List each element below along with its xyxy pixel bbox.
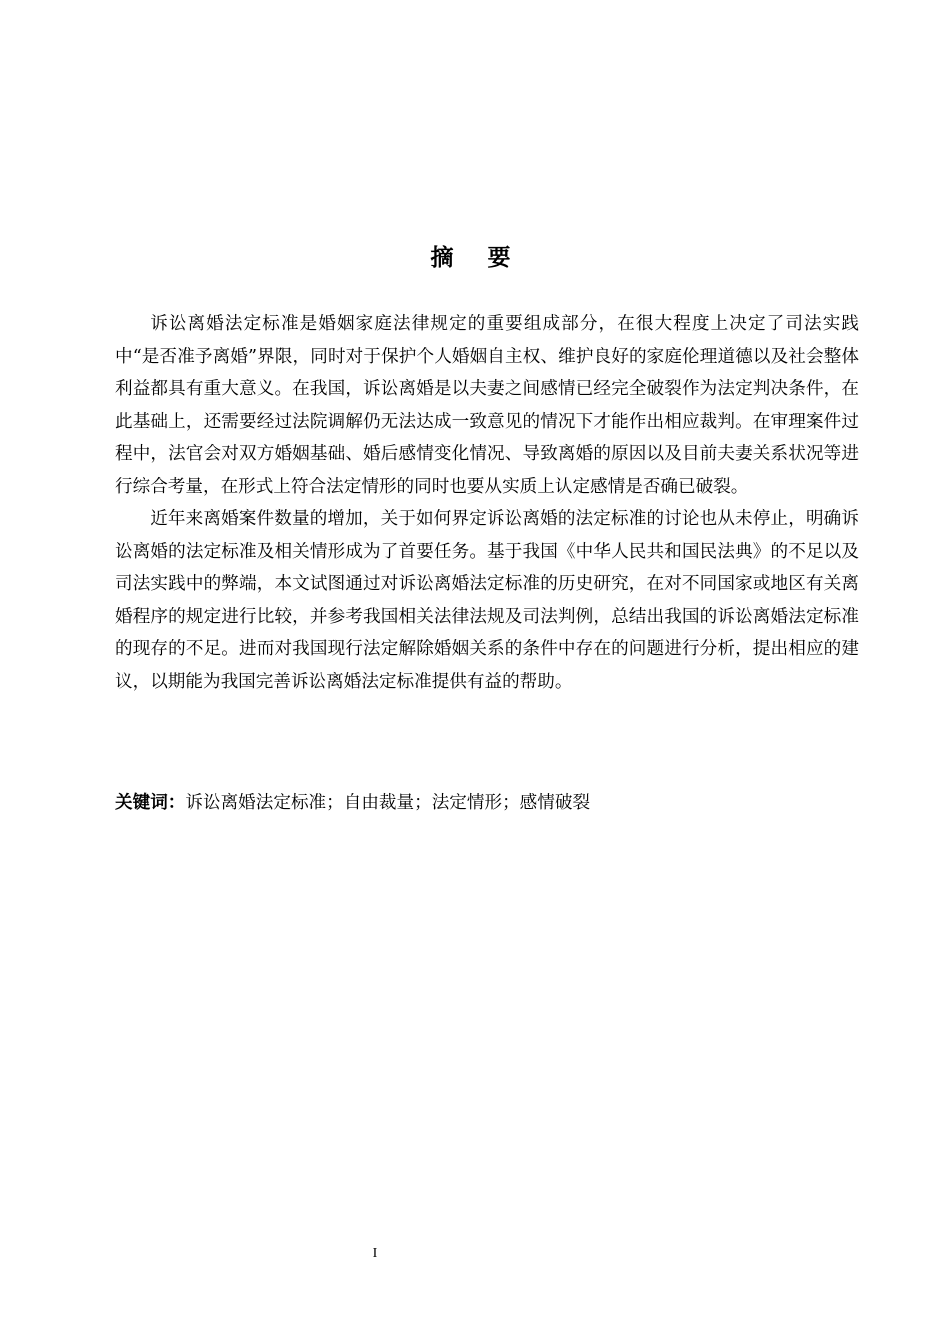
keywords-line: [115, 788, 859, 818]
abstract-title: 摘要: [430, 245, 545, 271]
abstract-paragraph-2: 近年来离婚案件数量的增加，关于如何界定诉讼离婚的法定标准的讨论也从未停止，明确诉讼离婚的法定标准及相关情形成为了首要任务。基于我国《中华人民共和国民法典》的不足以及司法实践中的弊端，本文试图通过对诉讼离婚法定标准的历史研究，在对不同国家或地区有关离婚程序的规定进行比较，并参考我国相关法律法规及司法判例，总结出我国的诉讼离婚法定标准的现存的不足。进而对我国现行法定解除婚姻关系的条件中存在的问题进行分析，提出相应的建议，以期能为我国完善诉讼离婚法定标准提供有益的帮助。: [115, 509, 859, 692]
abstract-paragraph-1: 诉讼离婚法定标准是婚姻家庭法律规定的重要组成部分，在很大程度上决定了司法实践中“是否准予离婚”界限，同时对于保护个人婚姻自主权、维护良好的家庭伦理道德以及社会整体利益都具有重大意义。在我国，诉讼离婚是以夫妻之间感情已经完全破裂作为法定判决条件，在此基础上，还需要经过法院调解仍无法达成一致意见的情况下才能作出相应裁判。在审理案件过程中，法官会对双方婚姻基础、婚后感情变化情况、导致离婚的原因以及目前夫妻关系状况等进行综合考量，在形式上符合法定情形的同时也要从实质上认定感情是否确已破裂。: [115, 314, 859, 497]
keywords-text: 诉讼离婚法定标准；自由裁量；法定情形；感情破裂: [185, 793, 591, 813]
page-number: I: [372, 1246, 378, 1261]
abstract-body: [115, 308, 859, 698]
keywords-label: 关键词：: [115, 793, 186, 813]
